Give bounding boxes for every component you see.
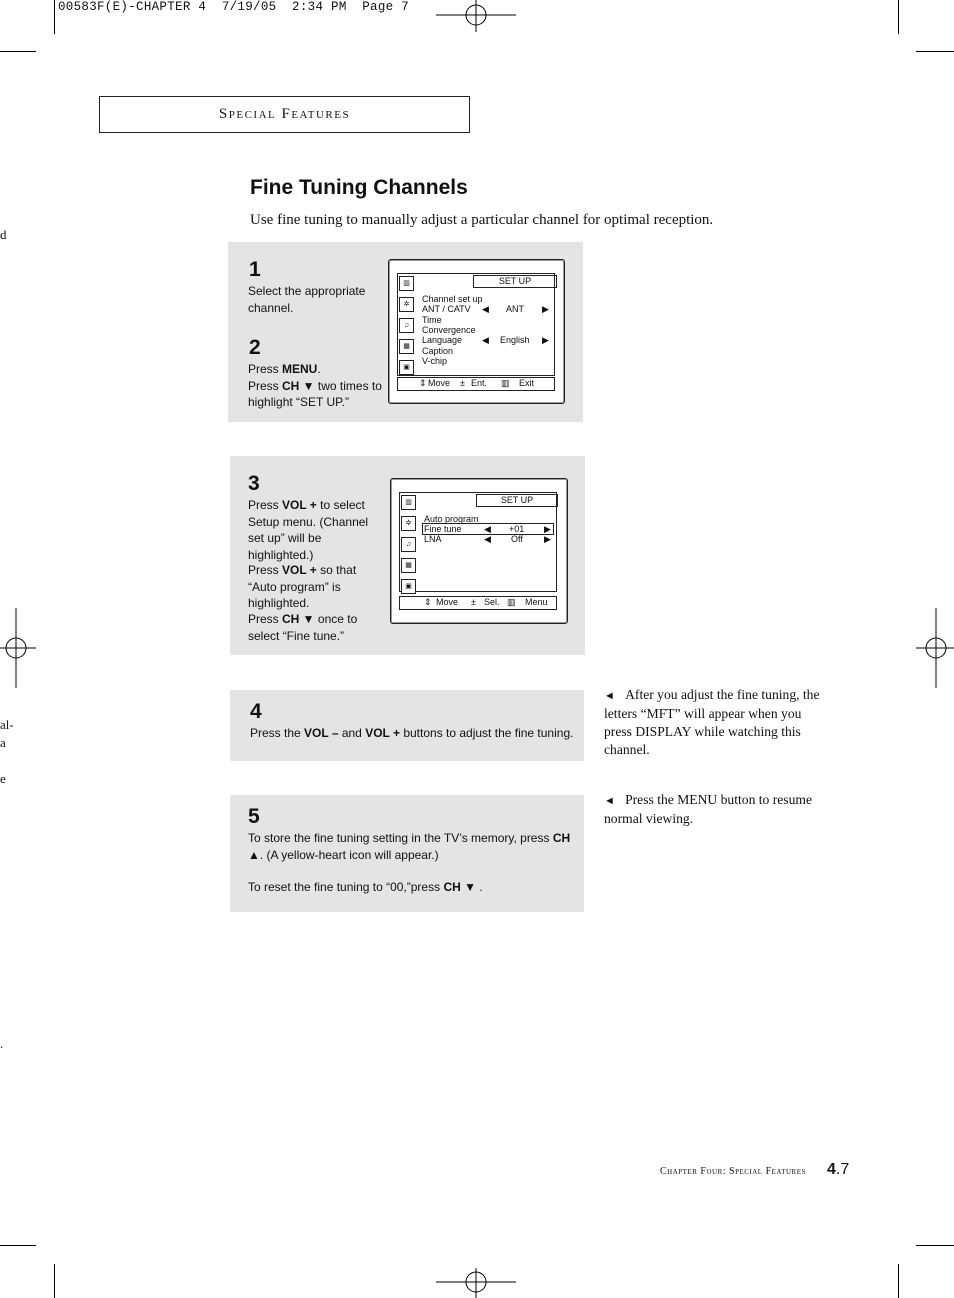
osd-help-menu: Menu [525,597,548,607]
osd-title-tag: SET UP [476,494,558,507]
registration-mark [436,0,516,32]
registration-mark [436,1268,516,1298]
ch-down-key: CH ▼ [443,880,476,894]
osd-menu-item: Time [422,314,442,325]
section-header-text: Special Features [218,106,351,122]
step-text [250,725,575,742]
text-run: two times to highlight “SET UP.” [248,378,382,409]
edge-fragment: e [0,771,6,786]
side-note-text: After you adjust the fine tuning, the letters “MFT” will appear when you press DISPLAY while watching this channel. [604,687,820,757]
step-number: 4 [250,700,262,723]
crop-mark [916,51,954,52]
vol-plus-key: VOL + [282,498,317,512]
edge-fragment: . [0,1036,4,1051]
folio-page: .7 [835,1161,850,1178]
crop-mark [0,1245,36,1246]
text-run: Press [248,362,283,376]
text-run: to select Setup menu. (Channel set up” will be highlighted.) [248,498,369,562]
sound-icon: ♫ [401,537,416,552]
running-footer: Chapter Four: Special Features [660,1166,806,1177]
text-run: To reset the fine tuning to “00,”press [248,880,444,894]
text-run: and [338,726,366,740]
text-run: so that “Auto program” is highlighted. [248,563,357,610]
step-panel-3 [230,456,585,655]
step-number: 2 [249,336,261,359]
osd-help-bar [399,596,557,610]
text-run: buttons to adjust the fine tuning. [400,726,574,740]
ch-down-key: CH ▼ [282,378,315,393]
step-text: Select the appropriate channel. [248,284,366,315]
page-title: Fine Tuning Channels [250,176,468,199]
crop-mark [54,0,55,34]
osd-value: Off [511,534,523,545]
side-note [604,686,832,759]
lock-icon: ▣ [401,579,416,594]
step-text [248,611,378,644]
edge-fragment: al- [0,717,14,732]
text-run: To store the fine tuning setting in the TV’s memory, press [248,831,553,845]
tv-icon: ▥ [399,276,414,291]
osd-frame [397,273,555,376]
setup-icon: ▦ [401,558,416,573]
osd-help-exit: Exit [519,378,535,388]
osd-menu-item: LNA [424,534,442,545]
crop-mark [54,1264,55,1298]
tv-icon: ▥ [401,495,416,510]
text-run: Press [248,498,283,512]
osd-menu-item: Language [422,335,463,346]
setup-icon: ▦ [399,339,414,354]
left-arrow-icon: ◀ [482,335,489,346]
lock-icon: ▣ [399,360,414,375]
text-run: Press [248,563,283,577]
osd-menu-item: Channel set up [422,294,483,304]
step-text [248,361,383,411]
osd-menu-item: Auto program [424,514,479,524]
step-text [248,562,386,612]
step-text [248,497,386,563]
picture-icon: ✲ [399,297,414,312]
osd-menu-item: Fine tune [424,524,462,534]
osd-menu-item: V-chip [422,355,448,366]
left-arrow-icon: ◀ [484,534,491,545]
left-arrow-icon: ◀ [482,304,489,315]
osd-title-tag: SET UP [473,275,557,288]
side-note [604,791,832,828]
left-arrow-icon: ◀ [484,524,491,534]
osd-icon-column [399,276,415,381]
vol-plus-key: VOL + [282,563,317,577]
text-run: once to select “Fine tune.” [248,612,358,643]
osd-menu-item: Caption [422,345,454,356]
edge-fragment: a [0,735,6,750]
printer-slug: 00583F(E)-CHAPTER 4 7/19/05 2:34 PM Page 7 [58,0,410,14]
step-panel-5 [230,795,584,912]
crop-mark [898,0,899,34]
intro-text: Use fine tuning to manually adjust a particular channel for optimal reception. [250,212,714,228]
crop-mark [0,51,36,52]
page-number [827,1161,849,1179]
osd-icon-column [401,495,417,600]
menu-icon: ▥ [501,378,510,388]
edge-fragment: d [0,227,7,242]
updown-icon: ⇕ [424,597,432,607]
step-number: 5 [248,805,260,828]
section-header [99,96,470,133]
osd-help-ent: Ent. [471,378,488,388]
crop-mark [898,1264,899,1298]
osd-value: +01 [509,524,525,534]
menu-key: MENU [282,362,318,376]
folio-chapter: 4 [827,1161,836,1178]
step-text [248,830,573,863]
osd-setup-menu [388,259,565,404]
side-note-text: Press the MENU button to resume normal viewing. [604,792,812,826]
text-run: . [476,880,483,894]
registration-mark [0,608,36,688]
step-number: 3 [248,472,260,495]
picture-icon: ✲ [401,516,416,531]
registration-mark [916,608,954,688]
step-number: 1 [249,258,261,281]
osd-menu-item: Convergence [422,324,476,335]
osd-setup-submenu [390,478,568,624]
osd-value: ANT [506,304,524,315]
osd-help-sel: Sel. [484,597,500,607]
vol-minus-key: VOL – [304,726,339,740]
ch-up-key: CH ▲ [248,831,571,862]
right-arrow-icon: ▶ [542,335,549,346]
step-panel-1-2 [228,242,583,422]
text-run: Press [248,378,283,393]
text-run: . (A yellow-heart icon will appear.) [259,847,439,862]
right-arrow-icon: ▶ [542,304,549,315]
ch-down-key: CH ▼ [282,612,315,626]
osd-help-move: Move [436,597,459,607]
menu-icon: ▥ [507,597,516,607]
right-arrow-icon: ▶ [544,534,551,545]
text-run: Press [248,612,283,626]
vol-plus-key: VOL + [365,726,400,740]
pointer-icon: ◄ [604,690,615,702]
plusminus-icon: ± [471,597,476,607]
osd-help-move: Move [428,378,451,388]
step-panel-4 [230,690,584,761]
osd-value: English [500,335,530,346]
text-run: . [317,362,321,376]
osd-help-bar [397,377,555,391]
osd-menu-item: ANT / CATV [422,304,471,315]
text-run: Press the [250,726,305,740]
crop-mark [916,1245,954,1246]
sound-icon: ♫ [399,318,414,333]
updown-icon: ⇕ [419,378,427,388]
osd-frame [399,492,557,592]
step-text [248,879,573,896]
plusminus-icon: ± [460,378,465,388]
pointer-icon: ◄ [604,795,615,807]
right-arrow-icon: ▶ [544,524,551,534]
